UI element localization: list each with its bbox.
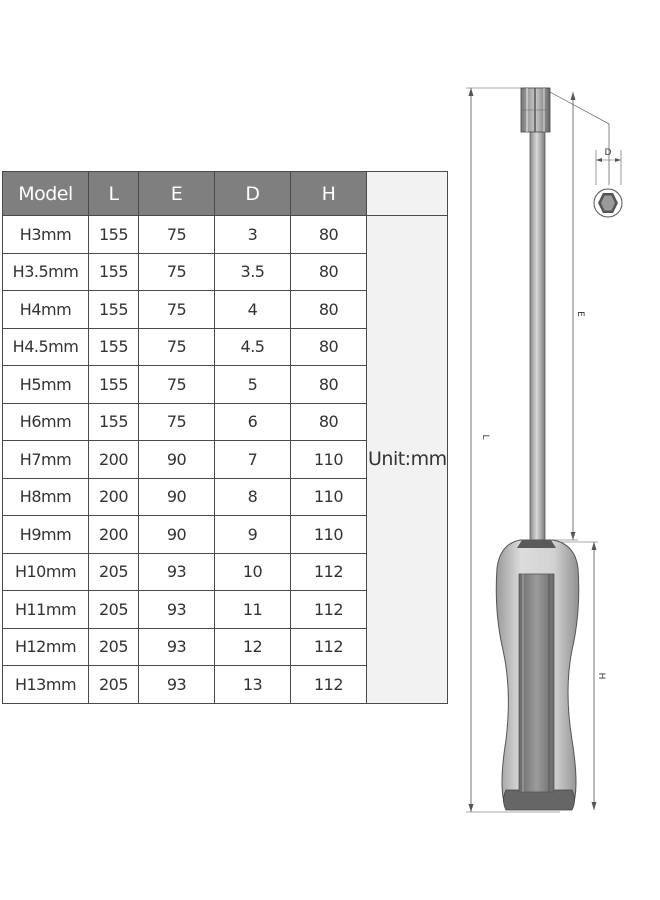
cell-e: 75 — [139, 291, 215, 329]
cell-l: 155 — [89, 366, 139, 404]
handle — [496, 540, 579, 810]
cell-model: H8mm — [3, 478, 89, 516]
cell-model: H4mm — [3, 291, 89, 329]
cell-e: 75 — [139, 328, 215, 366]
cell-d: 3 — [215, 216, 291, 254]
dimension-e — [550, 92, 585, 540]
cell-d: 10 — [215, 553, 291, 591]
cell-l: 155 — [89, 328, 139, 366]
cell-model: H12mm — [3, 628, 89, 666]
cell-e: 75 — [139, 366, 215, 404]
cell-d: 13 — [215, 666, 291, 704]
cell-e: 90 — [139, 478, 215, 516]
cell-h: 112 — [291, 591, 367, 629]
cell-d: 9 — [215, 516, 291, 554]
cell-h: 80 — [291, 328, 367, 366]
header-d: D — [215, 172, 291, 216]
label-h: H — [596, 672, 606, 680]
cell-l: 200 — [89, 441, 139, 479]
cell-l: 205 — [89, 666, 139, 704]
cell-l: 155 — [89, 216, 139, 254]
label-e: E — [575, 311, 585, 317]
label-l: L — [480, 434, 490, 440]
cell-model: H13mm — [3, 666, 89, 704]
cell-d: 5 — [215, 366, 291, 404]
cell-model: H9mm — [3, 516, 89, 554]
cell-e: 90 — [139, 516, 215, 554]
cell-h: 110 — [291, 441, 367, 479]
cell-l: 155 — [89, 253, 139, 291]
header-l: L — [89, 172, 139, 216]
header-h: H — [291, 172, 367, 216]
header-e: E — [139, 172, 215, 216]
tip-detail-callout — [550, 92, 622, 217]
cell-h: 112 — [291, 666, 367, 704]
cell-model: H10mm — [3, 553, 89, 591]
cell-d: 11 — [215, 591, 291, 629]
cell-d: 8 — [215, 478, 291, 516]
cell-h: 112 — [291, 553, 367, 591]
cell-model: H3.5mm — [3, 253, 89, 291]
cell-d: 4.5 — [215, 328, 291, 366]
cell-l: 205 — [89, 628, 139, 666]
cell-model: H11mm — [3, 591, 89, 629]
cell-d: 6 — [215, 403, 291, 441]
cell-model: H3mm — [3, 216, 89, 254]
cell-h: 80 — [291, 253, 367, 291]
hex-tip — [521, 88, 550, 132]
cell-model: H7mm — [3, 441, 89, 479]
cell-h: 110 — [291, 516, 367, 554]
cell-l: 200 — [89, 516, 139, 554]
cell-model: H6mm — [3, 403, 89, 441]
cell-e: 93 — [139, 628, 215, 666]
cell-h: 80 — [291, 216, 367, 254]
cell-e: 90 — [139, 441, 215, 479]
cell-e: 75 — [139, 216, 215, 254]
cell-l: 200 — [89, 478, 139, 516]
cell-e: 93 — [139, 666, 215, 704]
cell-e: 93 — [139, 553, 215, 591]
cell-model: H4.5mm — [3, 328, 89, 366]
cell-l: 205 — [89, 591, 139, 629]
cell-h: 110 — [291, 478, 367, 516]
cell-model: H5mm — [3, 366, 89, 404]
label-d: D — [604, 148, 612, 158]
cell-h: 112 — [291, 628, 367, 666]
header-model: Model — [3, 172, 89, 216]
unit-label: Unit:mm — [367, 216, 448, 704]
cell-d: 7 — [215, 441, 291, 479]
cell-l: 155 — [89, 403, 139, 441]
cell-l: 155 — [89, 291, 139, 329]
cell-e: 75 — [139, 403, 215, 441]
cell-e: 93 — [139, 591, 215, 629]
cell-d: 4 — [215, 291, 291, 329]
cell-h: 80 — [291, 291, 367, 329]
shaft — [530, 130, 545, 540]
cell-d: 12 — [215, 628, 291, 666]
cell-h: 80 — [291, 403, 367, 441]
cell-e: 75 — [139, 253, 215, 291]
cell-d: 3.5 — [215, 253, 291, 291]
cell-l: 205 — [89, 553, 139, 591]
cell-h: 80 — [291, 366, 367, 404]
